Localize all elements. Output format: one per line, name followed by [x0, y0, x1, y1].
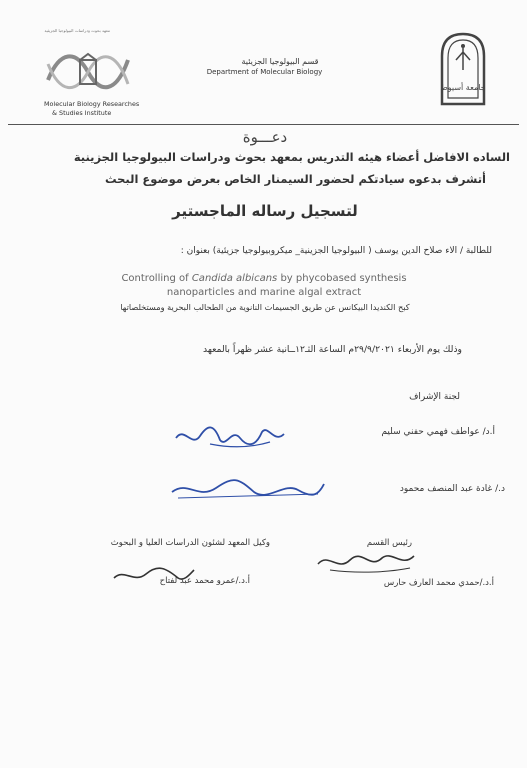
institute-name-en: [44, 100, 144, 118]
committee-member-2: د./ غادة عبد المنصف محمود: [399, 484, 505, 494]
thesis-title-en: [78, 272, 450, 300]
department-name-en: Department of Molecular Biology: [206, 68, 323, 76]
institute-caption: معهد بحوث ودراسات البيولوجيا الجزيئية: [44, 28, 110, 33]
signature-department-head-icon: [310, 548, 420, 576]
thesis-title-ar: كبح الكنديدا البيكانس عن طريق الجسيمات النانوية من الطحالب البحرية ومستخلصاتها: [120, 302, 410, 312]
signature-member-2-icon: [168, 474, 328, 504]
thesis-title-en-line2: nanoparticles and marine algal extract: [166, 287, 362, 298]
committee-member-1: أ.د/ عواطف فهمي حفني سليم: [381, 427, 495, 437]
thesis-title-en-species: Candida albicans: [191, 273, 278, 284]
committee-heading: لجنة الإشراف: [409, 392, 460, 402]
invitation-title: دعـــوة: [242, 128, 288, 146]
department-head-name: أ.د./حمدي محمد العارف حارس: [383, 578, 494, 588]
institute-name-en-line2: & Studies Institute: [52, 109, 112, 117]
signature-member-1-icon: [170, 418, 290, 452]
university-seal-text: جامعة أسيوط: [440, 83, 486, 92]
thesis-title-en-part2: by phycobased synthesis: [277, 273, 407, 284]
invitation-request: أتشرف بدعوه سيادتكم لحضور السيمنار الخاص بعرض موضوع البحث: [104, 172, 486, 186]
invitation-addressee: الساده الافاضل أعضاء هيئه التدريس بمعهد بحوث ودراسات البيولوجيا الجزينية: [73, 150, 510, 164]
thesis-title-en-part1: Controlling of: [121, 273, 192, 284]
vice-dean-title: وكيل المعهد لشئون الدراسات العليا و البحوث: [110, 538, 270, 548]
department-name-ar: قسم البيولوجيا الجزيئية: [241, 57, 319, 66]
department-head-title: رئيس القسم: [366, 538, 412, 548]
invitation-subject: لتسجيل رساله الماجستير: [172, 202, 358, 220]
seminar-datetime: وذلك يوم الأربعاء ٢٩/٩/٢٠٢١م الساعة الثـ١٢ــانية عشر ظهراً بالمعهد: [203, 344, 462, 355]
institute-logo-icon: [42, 46, 134, 98]
institute-name-en-line1: Molecular Biology Researches: [44, 100, 140, 108]
candidate-line: للطالبة / الاء صلاح الدين يوسف ( البيولوجيا الجزينية_ ميكروبيولوجيا جزيئية) بعنوان :: [180, 246, 492, 256]
vice-dean-name: أ.د./عمرو محمد عبد لفتاح: [159, 576, 250, 586]
university-seal-icon: [438, 30, 488, 106]
header-divider: [8, 124, 519, 125]
